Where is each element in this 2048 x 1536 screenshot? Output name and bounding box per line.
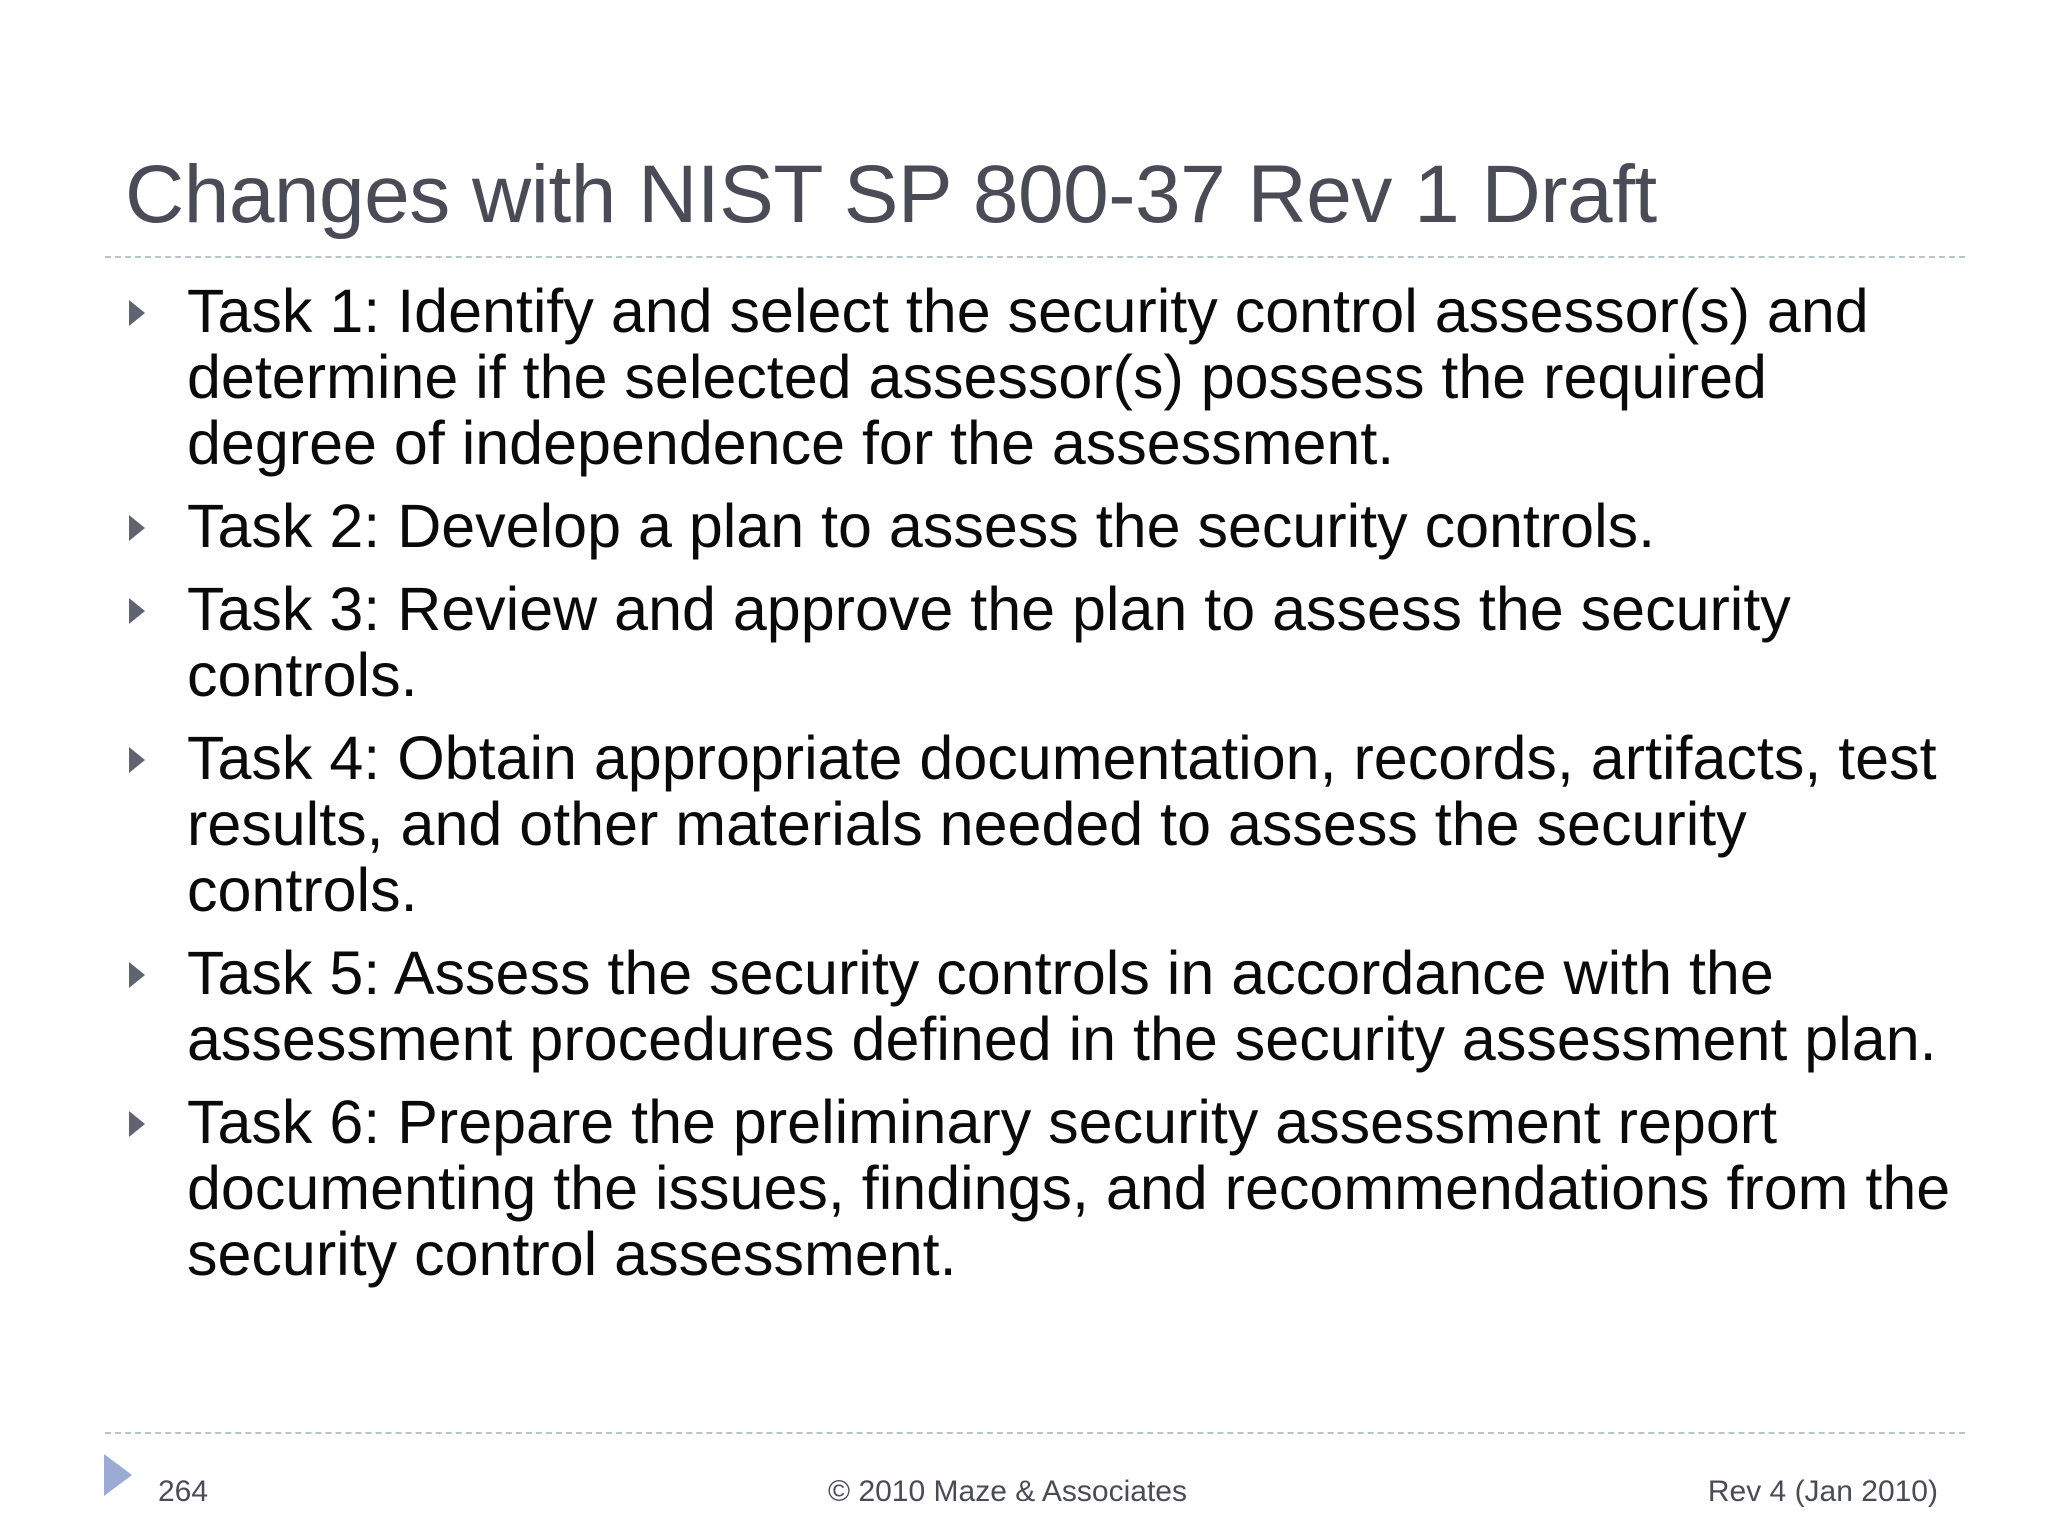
triangle-right-icon (129, 747, 145, 773)
slide-title: Changes with NIST SP 800-37 Rev 1 Draft (125, 149, 1657, 240)
bullet-item (125, 493, 1955, 559)
bullet-text: Task 6: Prepare the preliminary security assessment report documenting the issues, findings, and recommendations from the security control assessment. (187, 1088, 1951, 1288)
bullet-item (125, 1089, 1955, 1287)
copyright-notice: © 2010 Maze & Associates (828, 1475, 1187, 1508)
triangle-right-icon (129, 598, 145, 624)
bullet-text: Task 5: Assess the security controls in accordance with the assessment procedures defined in the security assessment plan. (187, 939, 1937, 1073)
bullet-text: Task 1: Identify and select the security control assessor(s) and determine if the selected assessor(s) possess the required degree of independence for the assessment. (187, 277, 1869, 477)
triangle-right-icon (129, 515, 145, 541)
triangle-right-icon (129, 962, 145, 988)
bullet-item (125, 278, 1955, 476)
title-divider (105, 256, 1965, 258)
bullet-list (125, 278, 1955, 1304)
triangle-right-icon (104, 1454, 132, 1496)
bullet-item (125, 940, 1955, 1072)
bullet-text: Task 4: Obtain appropriate documentation, records, artifacts, test results, and other materials needed to assess the security controls. (187, 724, 1937, 924)
bullet-text: Task 3: Review and approve the plan to assess the security controls. (187, 575, 1791, 709)
page-number: 264 (158, 1475, 209, 1508)
footer-divider (105, 1432, 1965, 1434)
bullet-item (125, 576, 1955, 708)
triangle-right-icon (129, 1111, 145, 1137)
bullet-text: Task 2: Develop a plan to assess the security controls. (187, 492, 1656, 560)
triangle-right-icon (129, 300, 145, 326)
revision-label: Rev 4 (Jan 2010) (1707, 1475, 1938, 1508)
bullet-item (125, 725, 1955, 923)
